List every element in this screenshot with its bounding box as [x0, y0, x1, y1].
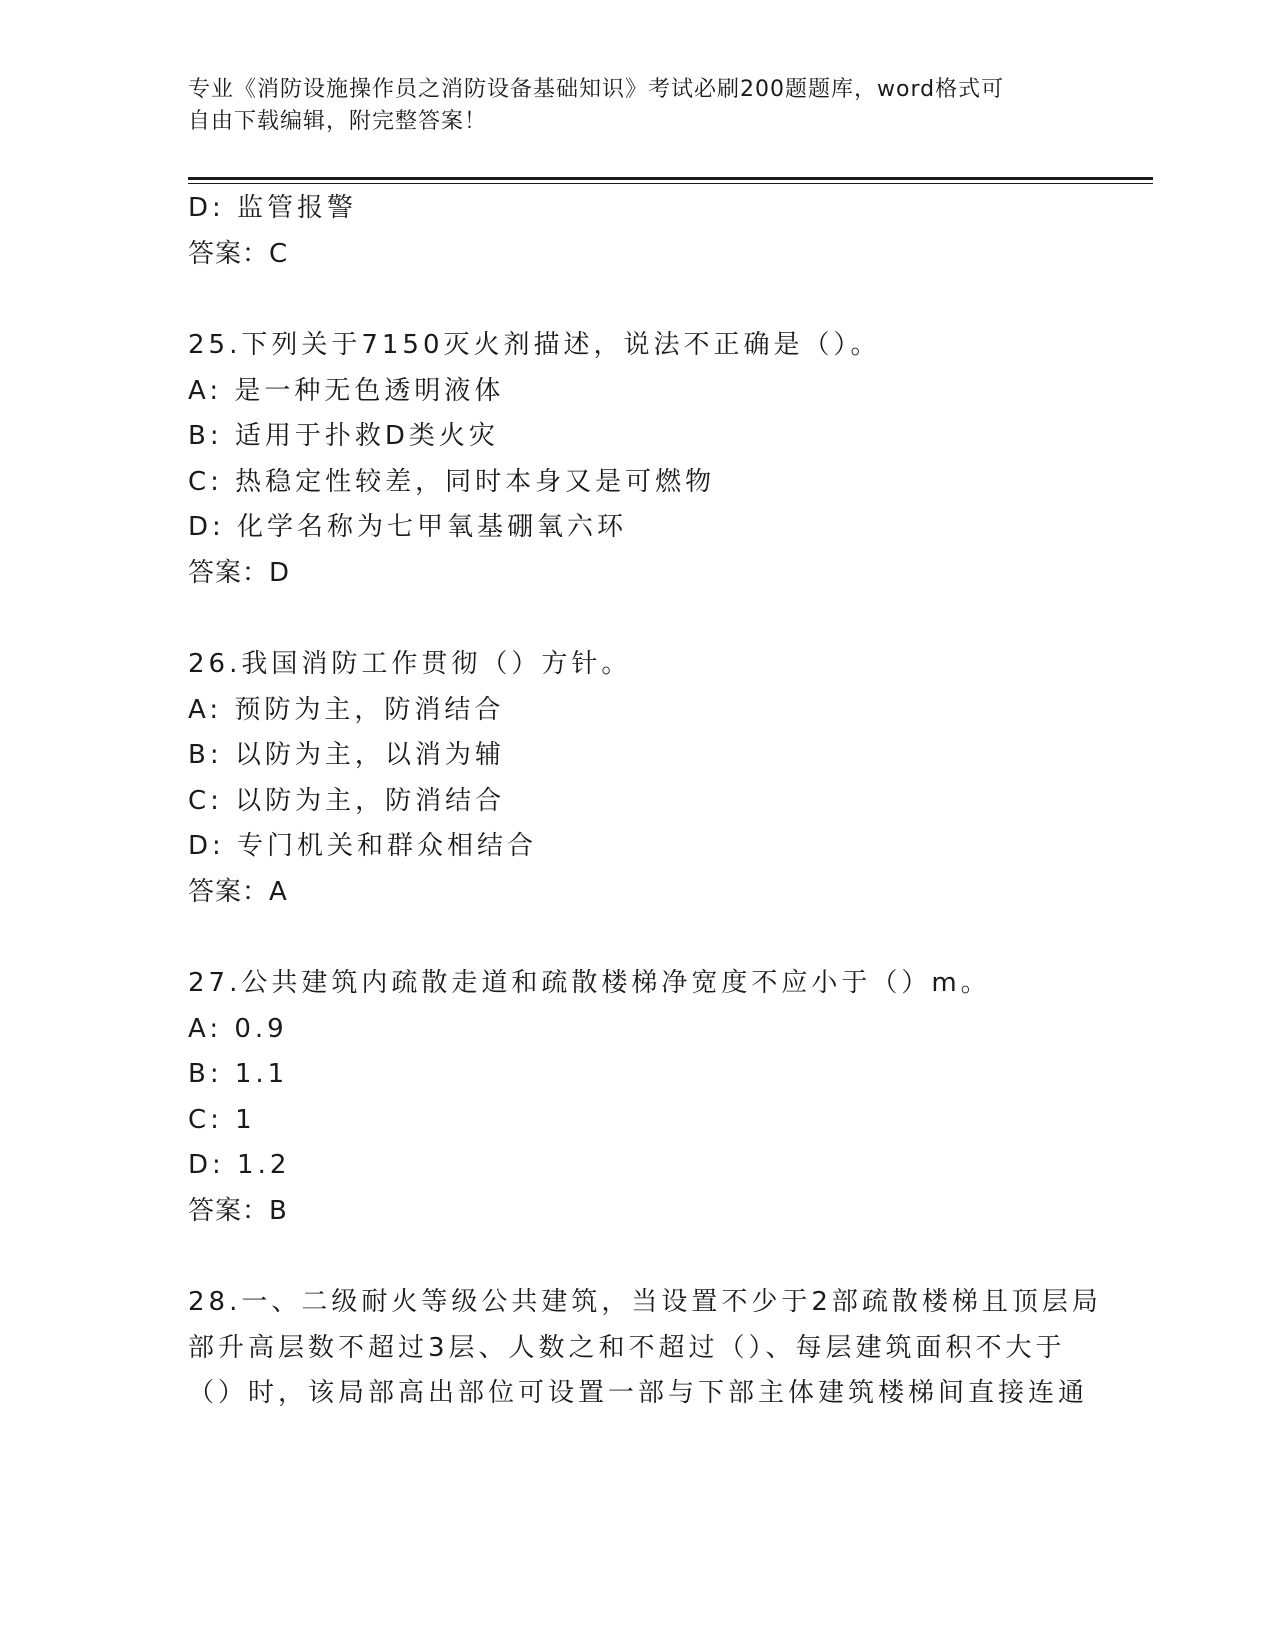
answer: 答案：B [188, 1195, 288, 1226]
header-line-1: 专业《消防设施操作员之消防设备基础知识》考试必刷200题题库，word格式可 [188, 77, 1005, 102]
question-25 [188, 323, 1088, 596]
option-d: D: 专门机关和群众相结合 [188, 831, 538, 861]
spacer [188, 915, 1088, 961]
option-c: C: 1 [188, 1104, 256, 1135]
question-stem-line-1: 28.一、二级耐火等级公共建筑，当设置不少于2部疏散楼梯且顶层局 [188, 1287, 1102, 1317]
option-c: C: 以防为主，防消结合 [188, 785, 506, 816]
question-stem-line-2: 部升高层数不超过3层、人数之和不超过（）、每层建筑面积不大于 [188, 1332, 1066, 1363]
question-stem-line-3: （）时，该局部高出部位可设置一部与下部主体建筑楼梯间直接连通 [188, 1378, 1089, 1408]
option-b: B: 1.1 [188, 1059, 289, 1089]
header-divider-thick [188, 177, 1153, 180]
document-header [188, 74, 1088, 138]
option-d: D: 化学名称为七甲氧基硼氧六环 [188, 512, 628, 542]
header-divider-thin [188, 183, 1153, 184]
question-stem: 26.我国消防工作贯彻（）方针。 [188, 649, 632, 679]
header-line-2: 自由下载编辑，附完整答案！ [188, 109, 488, 134]
answer: 答案：A [188, 876, 288, 907]
question-27 [188, 961, 1088, 1234]
question-28 [188, 1280, 1102, 1417]
carryover-answer: 答案：C [188, 238, 289, 269]
question-content [188, 186, 1102, 1417]
question-stem: 25.下列关于7150灭火剂描述，说法不正确是（）。 [188, 330, 881, 360]
question-26 [188, 642, 1088, 915]
spacer [188, 596, 1088, 642]
option-d: D: 1.2 [188, 1150, 291, 1180]
option-b: B: 适用于扑救D类火灾 [188, 421, 499, 451]
question-stem: 27.公共建筑内疏散走道和疏散楼梯净宽度不应小于（）m。 [188, 968, 991, 998]
answer: 答案：D [188, 557, 291, 588]
option-a: A: 预防为主，防消结合 [188, 694, 505, 725]
carryover-option-d: D: 监管报警 [188, 193, 358, 223]
option-c: C: 热稳定性较差，同时本身又是可燃物 [188, 466, 716, 497]
spacer [188, 1234, 1088, 1280]
spacer [188, 277, 1088, 323]
option-a: A: 0.9 [188, 1013, 288, 1044]
option-b: B: 以防为主，以消为辅 [188, 740, 505, 770]
option-a: A: 是一种无色透明液体 [188, 375, 505, 406]
